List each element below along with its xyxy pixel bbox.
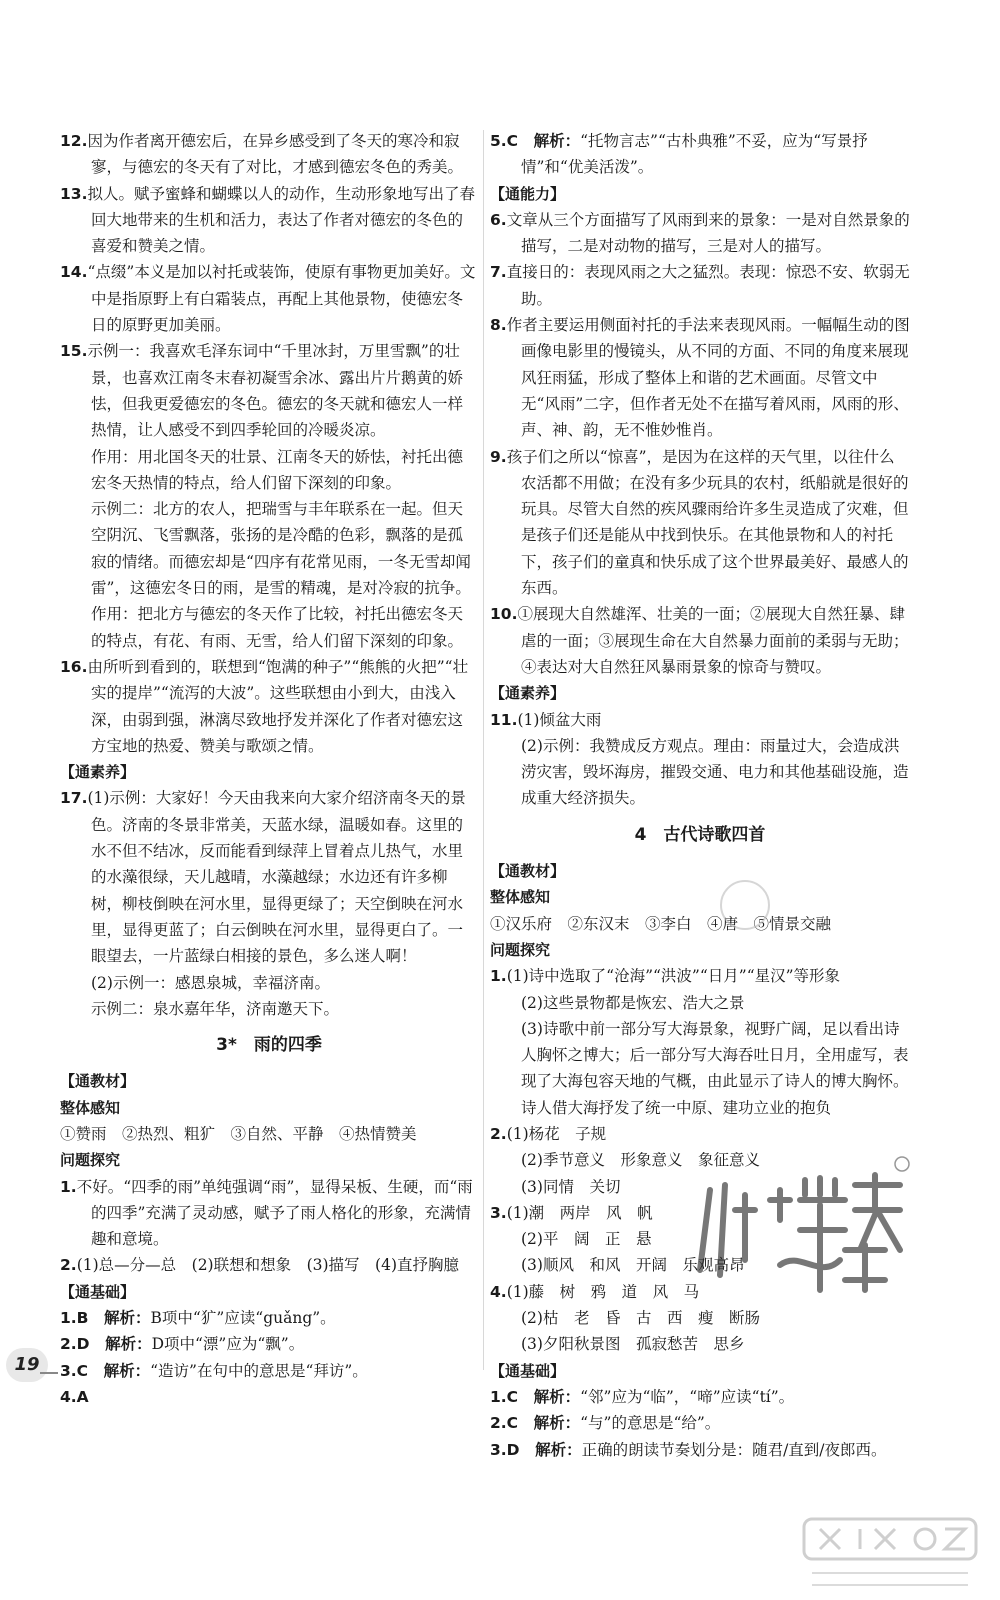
wenti-r4: 4.(1)藤 树 鸦 道 风 马: [490, 1282, 700, 1301]
label-zhengti-ganzhi-right: 整体感知: [490, 888, 551, 907]
jichu-3: 3.C 解析：“造访”在句中的意思是“拜访”。: [60, 1361, 368, 1380]
answer-6: 6.文章从三个方面描写了风雨到来的景象：一是对自然景象的描写，二是对动物的描写，三是对人的描写。: [490, 210, 910, 256]
answer-17-2-b: 示例二：泉水嘉年华，济南邀天下。: [91, 999, 340, 1018]
wenti-r2-3: (3)同情 关切: [521, 1177, 621, 1196]
answer-15-effect-2: 作用：把北方与德宏的冬天作了比较，衬托出德宏冬天的特点，有花、有雨、无雪，给人们留下深刻的印象。: [91, 605, 464, 650]
tag-tong-nengli: 【通能力】: [490, 184, 566, 203]
tag-tong-jiaocai-right: 【通教材】: [490, 862, 566, 881]
tag-tong-suyang: 【通素养】: [60, 763, 136, 782]
jichu-4: 4.A: [60, 1387, 89, 1406]
page-number-rule: [40, 1372, 58, 1374]
answer-7: 7.直接日的：表现风雨之大之猛烈。表现：惊恐不安、软弱无助。: [490, 263, 910, 308]
label-zhengti-ganzhi: 整体感知: [60, 1098, 121, 1117]
wenti-r3-3: (3)顺风 和风 开阔 乐观高昂: [521, 1256, 745, 1275]
label-wenti-tanjiu: 问题探究: [60, 1151, 121, 1170]
wenti-r3-2: (2)平 阔 正 悬: [521, 1230, 652, 1249]
wenti-r1-3: (3)诗歌中前一部分写大海景象，视野广阔，足以看出诗人胸怀之博大；后一部分写大海吞吐日月，全用虚写，表现了大海包容天地的气概，由此显示了诗人的博大胸怀。诗人借大海抒发了统一中原、建功立业的抱负: [521, 1019, 909, 1117]
wenti-r2-2: (2)季节意义 形象意义 象征意义: [521, 1151, 760, 1170]
stamp-mark: [720, 880, 770, 930]
wenti-r4-3: (3)夕阳秋景图 孤寂愁苦 思乡: [521, 1335, 745, 1354]
label-wenti-tanjiu-right: 问题探究: [490, 940, 551, 959]
answer-5: 5.C 解析：“托物言志”“古朴典雅”不妥，应为“写景抒情”和“优美活泼”。: [490, 132, 868, 177]
answer-12: 12.因为作者离开德宏后，在异乡感受到了冬天的寒冷和寂寥，与德宏的冬天有了对比，才感到德宏冬色的秀美。: [60, 132, 464, 177]
site-watermark: [800, 1515, 980, 1595]
answer-15: 15.示例一：我喜欢毛泽东词中“千里冰封，万里雪飘”的壮景，也喜欢江南冬末春初凝雪余冰、露出片片鹅黄的娇怯，但我更爱德宏的冬色。德宏的冬天就和德宏人一样热情，让人感受不到四季轮回的冷暖炎凉。: [60, 342, 464, 440]
jichu-r2: 2.C 解析：“与”的意思是“给”。: [490, 1414, 721, 1433]
answer-14: 14.“点缀”本义是加以衬托或装饰，使原有事物更加美好。文中是指原野上有白霜装点，再配上其他景物，使德宏冬日的原野更加美丽。: [60, 263, 476, 335]
jichu-1: 1.B 解析：B项中“犷”应读“guǎng”。: [60, 1309, 336, 1328]
section-title-4: 4 古代诗歌四首: [634, 824, 766, 845]
wenti-1: 1.不好。“四季的雨”单纯强调“雨”，显得呆板、生硬，而“雨的四季”充满了灵动感，赋予了雨人格化的形象，充满情趣和意境。: [60, 1177, 473, 1249]
wenti-2: 2.(1)总—分—总 (2)联想和想象 (3)描写 (4)直抒胸臆: [60, 1256, 460, 1275]
answer-11-2: (2)示例：我赞成反方观点。理由：雨量过大，会造成洪涝灾害，毁坏海房，摧毁交通、电力和其他基础设施，造成重大经济损失。: [521, 736, 909, 808]
wenti-r3: 3.(1)潮 两岸 风 帆: [490, 1203, 653, 1222]
answer-15-effect-1: 作用：用北国冬天的壮景、江南冬天的娇怯，衬托出德宏冬天热情的特点，给人们留下深刻的印象。: [91, 447, 464, 492]
jichu-r3: 3.D 解析：正确的朗读节奏划分是：随君/直到/夜郎西。: [490, 1440, 887, 1459]
tag-tong-suyang-right: 【通素养】: [490, 684, 566, 703]
answer-13: 13.拟人。赋予蜜蜂和蝴蝶以人的动作，生动形象地写出了春回大地带来的生机和活力，表达了作者对德宏的冬色的喜爱和赞美之情。: [60, 184, 475, 256]
right-column: [490, 128, 910, 1463]
jichu-2: 2.D 解析：D项中“漂”应为“飘”。: [60, 1335, 305, 1354]
tag-tong-jiaocai: 【通教材】: [60, 1072, 136, 1091]
answer-8: 8.作者主要运用侧面衬托的手法来表现风雨。一幅幅生动的图画像电影里的慢镜头，从不同的方面、不同的角度来展现风狂雨猛，形成了整体上和谐的艺术画面。尽管文中无“风雨”二字，但作者无处不在描写着风雨，风雨的形、声、神、韵，无不惟妙惟肖。: [490, 316, 910, 440]
answer-15-example-2: 示例二：北方的农人，把瑞雪与丰年联系在一起。但天空阴沉、飞雪飘落，张扬的是冷酷的色彩，飘落的是孤寂的情绪。而德宏却是“四序有花常见雨，一冬无雪却闻雷”，这德宏冬日的雨，是雪的精魂，是对冷寂的抗争。: [91, 500, 471, 598]
section-title-3: 3* 雨的四季: [216, 1035, 322, 1056]
column-divider: [483, 130, 484, 1370]
left-column: [60, 128, 478, 1410]
answer-9: 9.孩子们之所以“惊喜”，是因为在这样的天气里，以往什么农活都不用做；在没有多少玩具的农村，纸船就是很好的玩具。尽管大自然的疾风骤雨给许多生灵造成了灾难，但是孩子们还是能从中找到快乐。在其他景物和人的衬托下，孩子们的童真和快乐成了这个世界最美好、最感人的东西。: [490, 447, 909, 598]
wenti-r1: 1.(1)诗中选取了“沧海”“洪波”“日月”“星汉”等形象: [490, 967, 841, 986]
answer-10: 10.①展现大自然雄浑、壮美的一面；②展现大自然狂暴、肆虐的一面；③展现生命在大自然暴力面前的柔弱与无助；④表达对大自然狂风暴雨景象的惊奇与赞叹。: [490, 605, 909, 676]
page-number: 19: [6, 1348, 48, 1382]
zhengti-answer-right: ①汉乐府 ②东汉末 ③李白 ④唐 ⑤情景交融: [490, 914, 832, 933]
wenti-r4-2: (2)枯 老 昏 古 西 瘦 断肠: [521, 1309, 760, 1328]
answer-11: 11.(1)倾盆大雨: [490, 710, 602, 729]
answer-16: 16.由所听到看到的，联想到“饱满的种子”“熊熊的火把”“壮实的提岸”“流泻的大波”。这些联想由小到大，由浅入深，由弱到强，淋漓尽致地抒发并深化了作者对德宏这方宝地的热爱、赞美与歌颂之情。: [60, 657, 469, 755]
jichu-r1: 1.C 解析：“邻”应为“临”，“啼”应读“tí”。: [490, 1387, 795, 1406]
zhengti-answer: ①赞雨 ②热烈、粗犷 ③自然、平静 ④热情赞美: [60, 1124, 417, 1143]
answer-17-2: (2)示例一：感恩泉城，幸福济南。: [91, 973, 330, 992]
tag-tong-jichu: 【通基础】: [60, 1282, 136, 1301]
wenti-r1-2: (2)这些景物都是恢宏、浩大之景: [521, 993, 745, 1012]
tag-tong-jichu-right: 【通基础】: [490, 1361, 566, 1380]
answer-17: 17.(1)示例：大家好！今天由我来向大家介绍济南冬天的景色。济南的冬景非常美，天蓝水绿，温暖如春。这里的水不但不结冰，反而能看到绿萍上冒着点儿热气，水里的水藻很绿，天儿越晴，水藻越绿；水边还有许多柳树，柳枝倒映在河水里，显得更绿了；天空倒映在河水里，显得更蓝了；白云倒映在河水里，显得更白了。一眼望去，一片蓝绿白相接的景色，多么迷人啊！: [60, 789, 466, 966]
wenti-r2: 2.(1)杨花 子规: [490, 1124, 607, 1143]
